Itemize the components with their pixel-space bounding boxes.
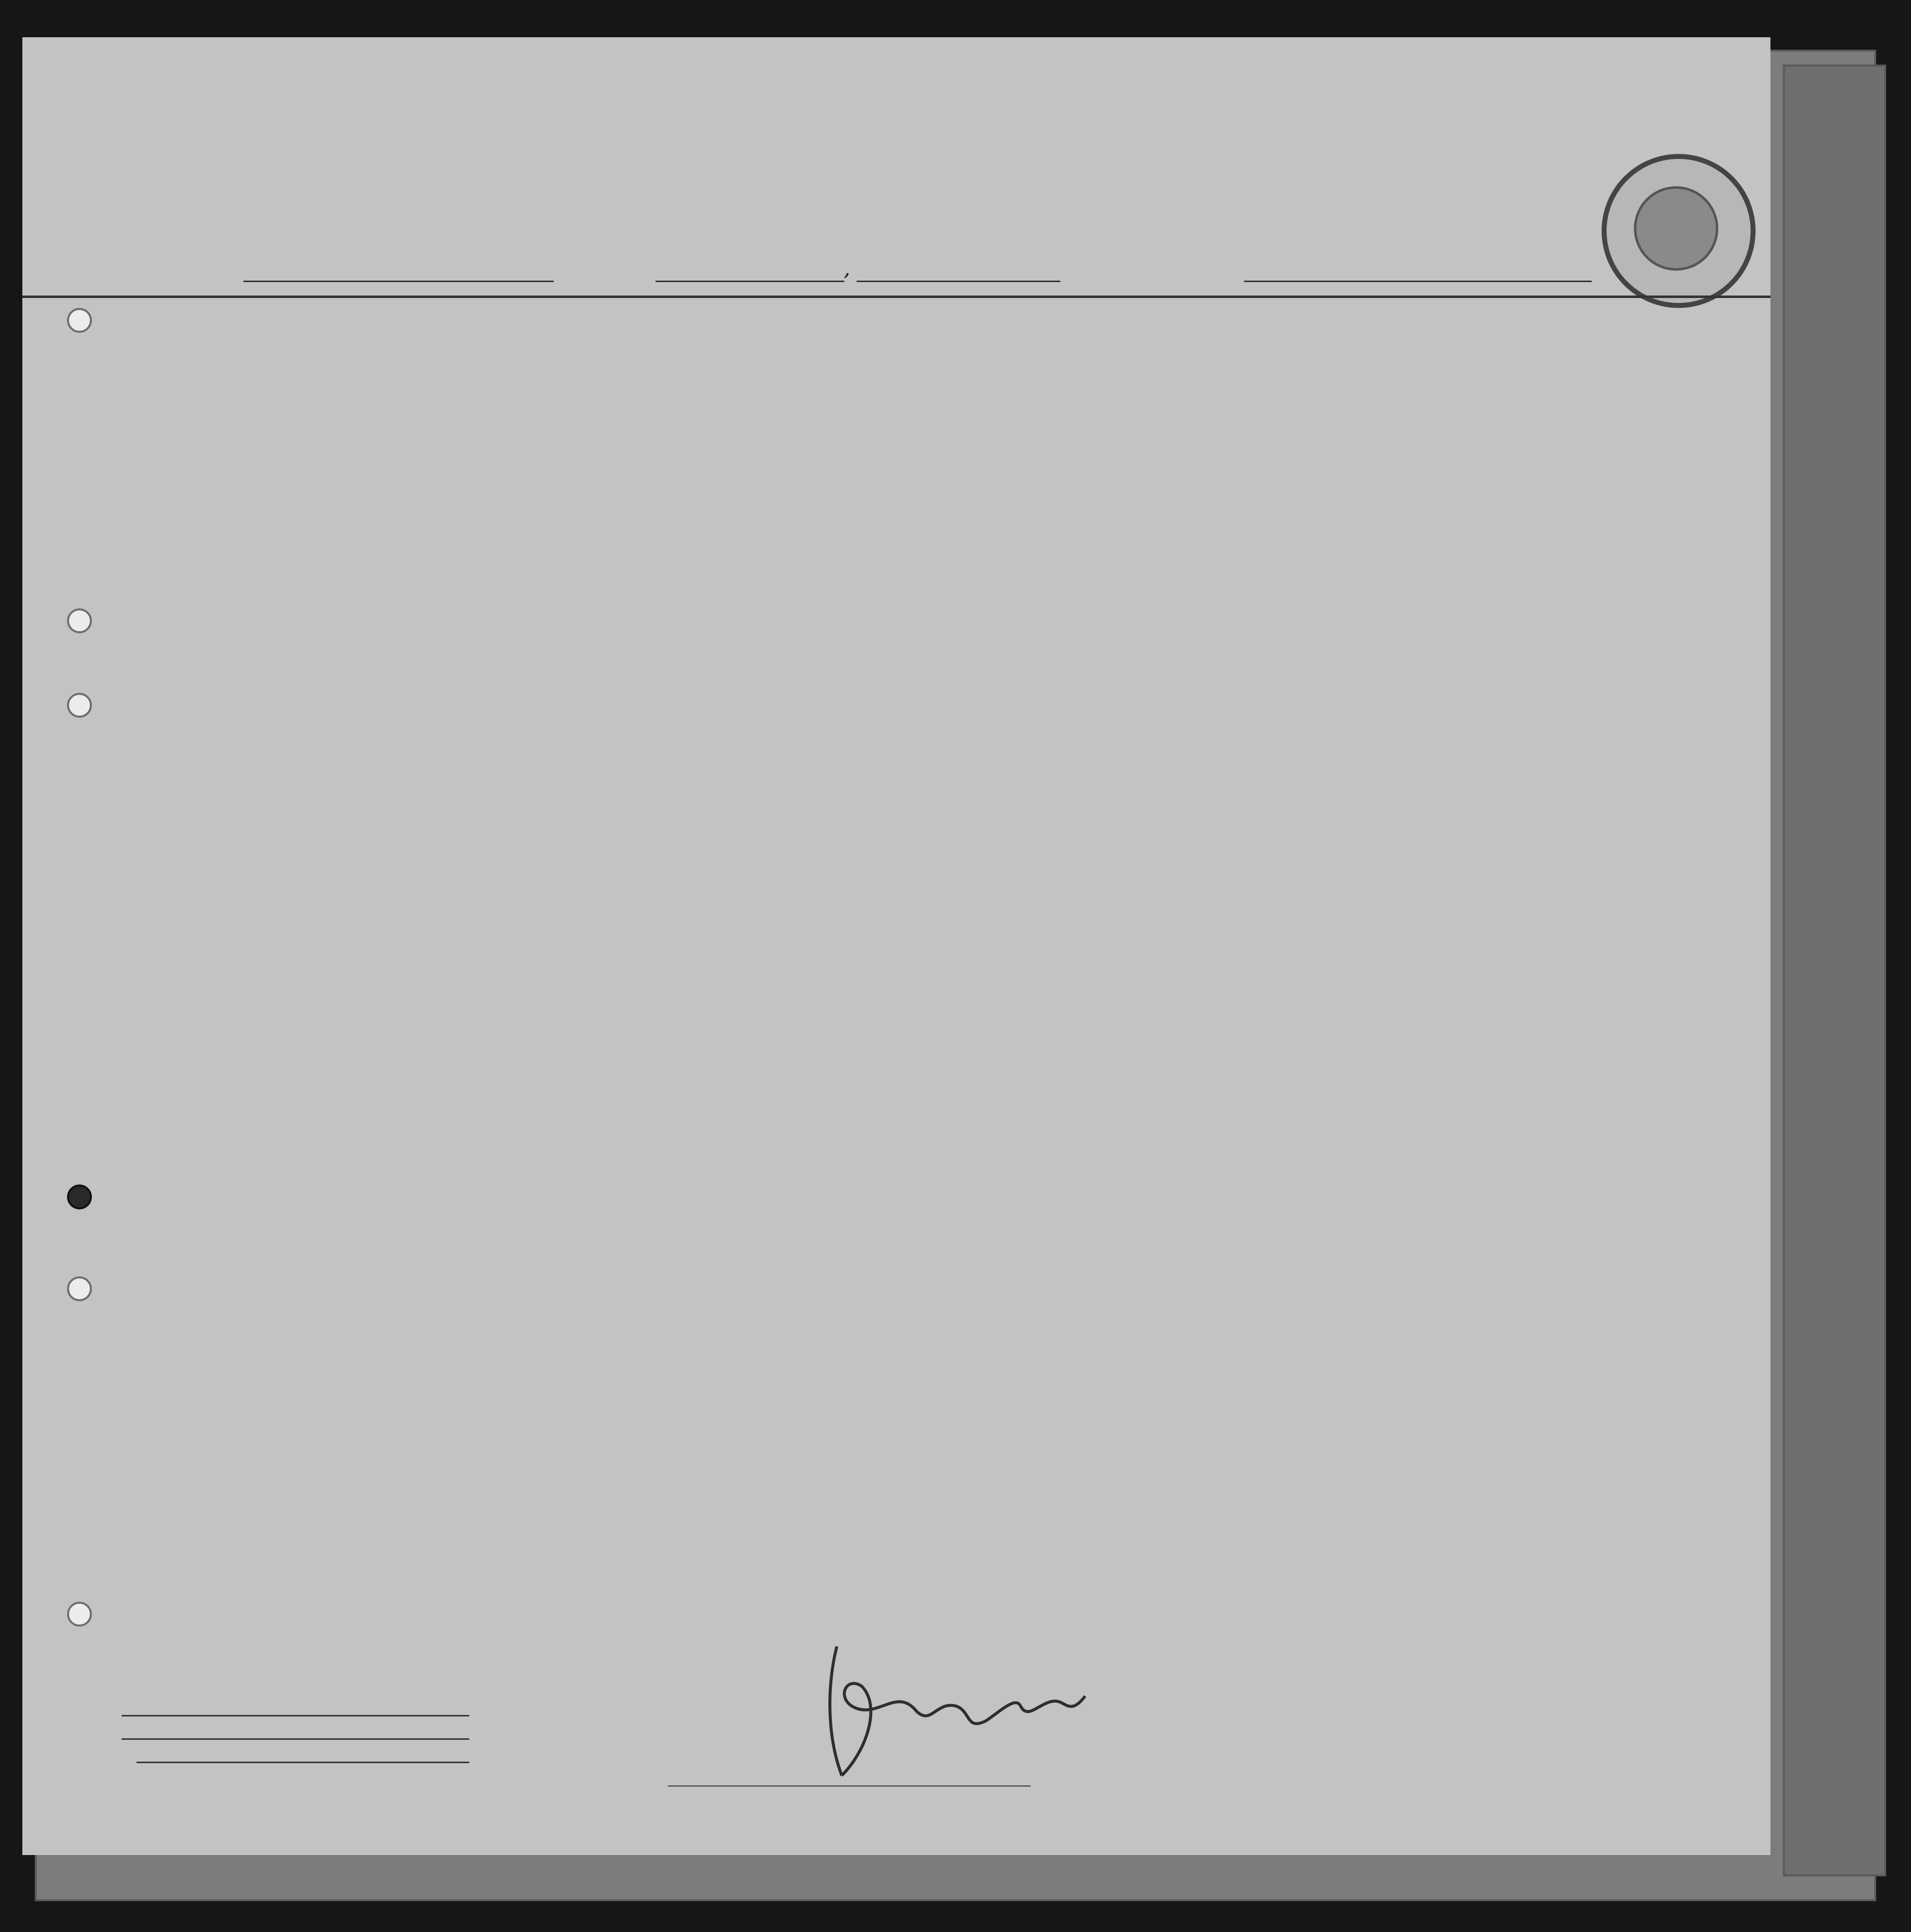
check-marks <box>22 37 1770 1855</box>
manifest-sheet <box>22 37 1770 1855</box>
comma: , <box>844 261 850 280</box>
underlying-sheet-edge <box>1783 65 1886 1876</box>
